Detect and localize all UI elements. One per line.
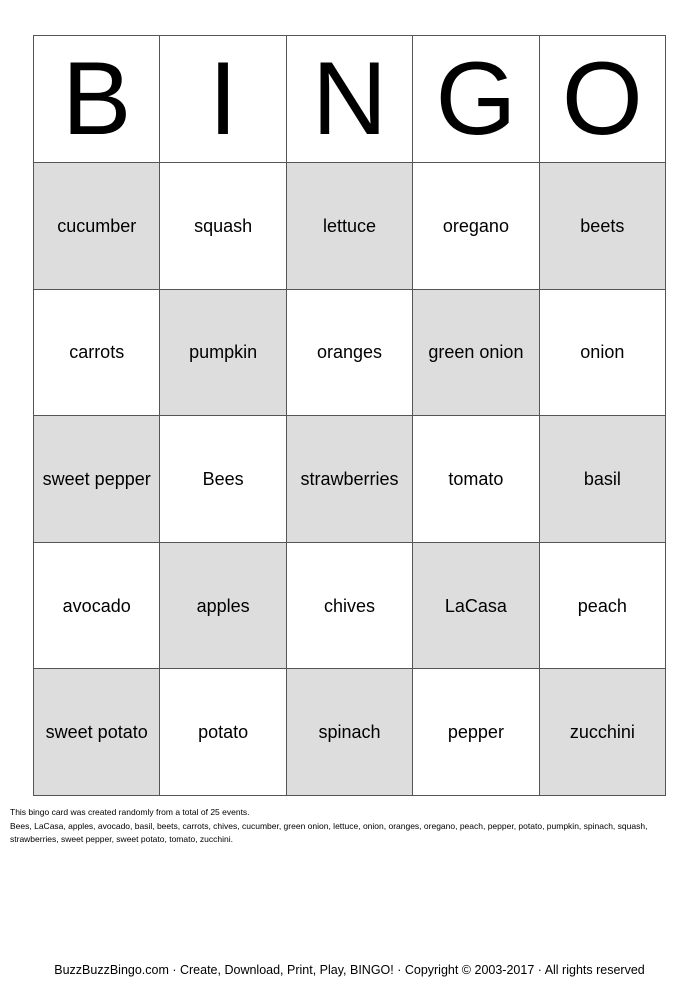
bingo-cell: basil	[540, 416, 666, 543]
bingo-cell: oranges	[287, 290, 413, 417]
bingo-header-row	[34, 36, 666, 163]
bingo-cell: potato	[160, 669, 286, 796]
bingo-cell: onion	[540, 290, 666, 417]
bingo-cell: Bees	[160, 416, 286, 543]
bingo-cell: spinach	[287, 669, 413, 796]
header-letter-o: O	[540, 36, 666, 163]
bingo-cell: oregano	[413, 163, 539, 290]
bingo-cell: carrots	[34, 290, 160, 417]
bingo-row-1	[34, 163, 666, 290]
bingo-row-4	[34, 543, 666, 670]
bingo-row-3	[34, 416, 666, 543]
info-summary-line: This bingo card was created randomly from a total of 25 events.	[10, 807, 250, 817]
bingo-cell: pumpkin	[160, 290, 286, 417]
bingo-card	[33, 35, 666, 796]
bingo-cell: green onion	[413, 290, 539, 417]
bingo-cell: LaCasa	[413, 543, 539, 670]
page-footer: BuzzBuzzBingo.com · Create, Download, Print, Play, BINGO! · Copyright © 2003-2017 · All rights reserved	[54, 963, 645, 977]
bingo-cell: strawberries	[287, 416, 413, 543]
bingo-cell: apples	[160, 543, 286, 670]
bingo-cell: squash	[160, 163, 286, 290]
bingo-cell: cucumber	[34, 163, 160, 290]
header-letter-b: B	[34, 36, 160, 163]
bingo-cell: chives	[287, 543, 413, 670]
bingo-cell: avocado	[34, 543, 160, 670]
header-letter-n: N	[287, 36, 413, 163]
header-letter-i: I	[160, 36, 286, 163]
bingo-cell: pepper	[413, 669, 539, 796]
bingo-cell: beets	[540, 163, 666, 290]
bingo-row-5	[34, 669, 666, 796]
info-events-list: Bees, LaCasa, apples, avocado, basil, beets, carrots, chives, cucumber, green onion, lettuce, onion, oranges, oregano, peach, pepper, potato, pumpkin, spinach, squash, strawberries, sweet pepper, sweet potato, tomato, zucchini.	[10, 820, 648, 844]
bingo-row-2	[34, 290, 666, 417]
bingo-cell: lettuce	[287, 163, 413, 290]
bingo-cell: zucchini	[540, 669, 666, 796]
bingo-cell: sweet potato	[34, 669, 160, 796]
bingo-cell: peach	[540, 543, 666, 670]
bingo-cell: sweet pepper	[34, 416, 160, 543]
header-letter-g: G	[413, 36, 539, 163]
bingo-cell: tomato	[413, 416, 539, 543]
card-info-text	[10, 806, 690, 847]
